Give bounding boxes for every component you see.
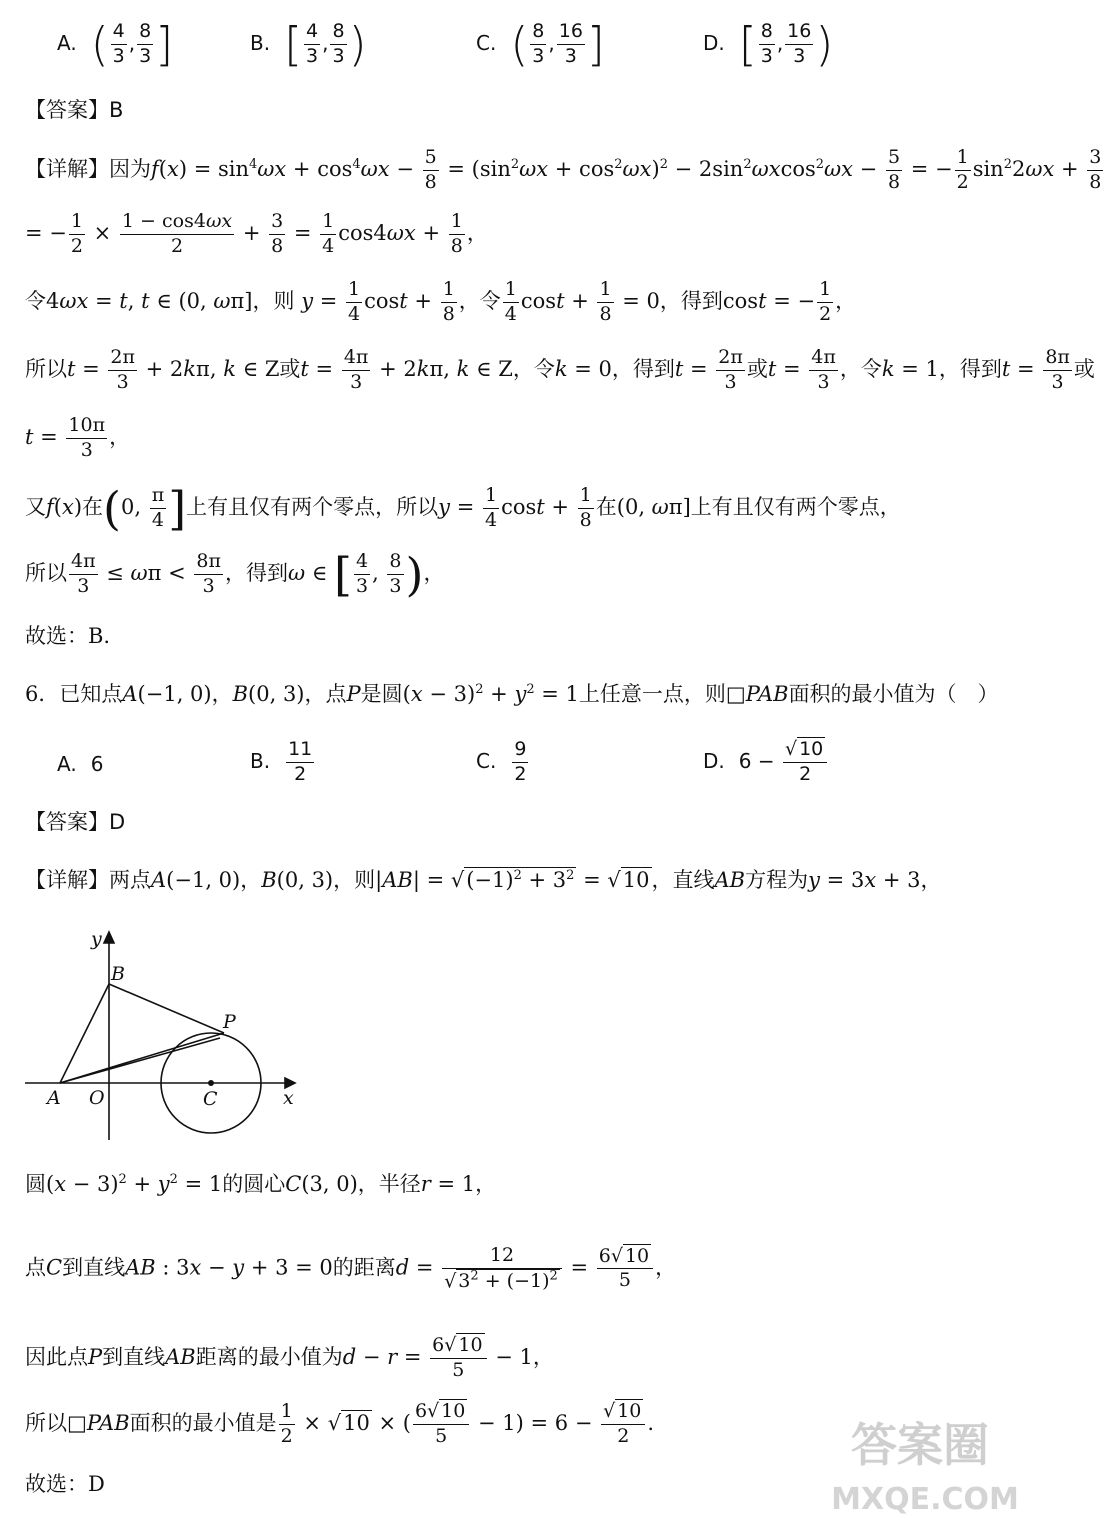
option-c: C. ( $\frac{8}{3}$ , $\frac{16}{3}$ ] — [476, 17, 605, 72]
option-d: D. 6 − $\frac{√ 10}{2}$ — [703, 738, 829, 787]
text: ，令 — [512, 356, 555, 381]
text: ，则 — [252, 288, 295, 313]
option-b: B. $\frac{11}{2}$ — [250, 738, 313, 785]
text: 两点 — [109, 868, 151, 892]
watermark-logo — [800, 1411, 1050, 1521]
text: ，得到 — [611, 356, 675, 381]
question-number: 6． — [25, 682, 60, 706]
text: 所以 — [25, 560, 67, 585]
option-label: A. — [57, 752, 77, 776]
text: 因为 — [109, 156, 151, 181]
label-a: A — [47, 1087, 61, 1109]
option-label: B. — [250, 748, 271, 773]
option-c: C. $\frac{9}{2}$ — [476, 738, 527, 785]
q6-min-line: 因此点P到直线AB距离的最小值为d − r = $\frac{6√ 10}{5}$ − 1， — [25, 1334, 554, 1381]
option-value: 6 — [90, 752, 104, 776]
text: 距离的最小值为 — [195, 1344, 343, 1369]
box-glyph: □ — [67, 1410, 87, 1435]
y-axis-arrow — [104, 932, 114, 943]
text: ，令 — [458, 288, 501, 313]
segment-ab — [60, 984, 109, 1083]
option-d: D. [ $\frac{8}{3}$ , $\frac{16}{3}$ ) — [703, 17, 834, 72]
watermark-line2: MXQE.COM — [831, 1482, 1019, 1517]
text: 的距离 — [332, 1255, 396, 1280]
text: 或 — [279, 356, 301, 381]
text: 在 — [595, 494, 617, 519]
text: ，得到 — [224, 560, 288, 585]
text: 上有且仅有两个零点， — [690, 494, 901, 519]
text: 又 — [25, 494, 46, 519]
text: 所以 — [25, 356, 67, 381]
text: 到直线 — [62, 1255, 126, 1280]
text: 的圆心 — [222, 1172, 286, 1196]
label-c: C — [203, 1088, 218, 1110]
detail-line-5: t = $\frac{10\pi}{3}$ ， — [25, 414, 131, 461]
segment-bp — [109, 984, 224, 1033]
answer-tag: 【答案】 — [25, 810, 109, 834]
option-label: C. — [476, 748, 497, 773]
text: 令 — [25, 288, 46, 313]
text: ，直线 — [651, 868, 715, 892]
detail-line-1: 【详解】因为$f(x) = \sin^4\omega x + \cos^4\omega x$ − $\frac{5}{8}$ = $(\sin^2\omega x + \cos^2\omega x)^2 - 2\sin^2\omega xcos^2\omega x$ − $\frac{5}{8}$ = − $\frac{1}{2}$ $\sin^22\omega x$ + $\frac{3}{8}$ — [25, 146, 1102, 193]
text: 在 — [82, 494, 104, 519]
text: 或 — [1073, 356, 1095, 381]
answer-line — [25, 98, 123, 123]
choose-line: 故选：B. — [25, 624, 111, 648]
question-6-stem: 6．已知点A(−1, 0)，B(0, 3)，点P是圆$(x - 3)^2 + y^2 = 1$上任意一点，则□PAB面积的最小值为（ ） — [25, 682, 999, 706]
q6-circle-line: 圆$(x - 3)^2 + y^2 = 1$的圆心C(3, 0)，半径r = 1， — [25, 1172, 497, 1196]
geometry-figure — [25, 928, 315, 1143]
option-a: A. ( $\frac{4}{3}$ , $\frac{8}{3}$ ] — [57, 17, 174, 72]
text: 是圆 — [360, 682, 403, 706]
label-p: P — [223, 1011, 236, 1033]
detail-tag: 【详解】 — [25, 156, 109, 181]
label-o: O — [89, 1087, 105, 1109]
text: 面积的最小值为（ ） — [788, 682, 999, 706]
option-a — [57, 752, 103, 776]
text: 或 — [746, 356, 768, 381]
text: 因此点 — [25, 1344, 88, 1369]
text: 已知点 — [59, 682, 123, 706]
answer-value: D — [109, 810, 126, 834]
center-point — [208, 1080, 214, 1086]
text: 圆 — [25, 1172, 46, 1196]
option-label: B. — [250, 30, 271, 55]
detail-line-3: 令4ωx = t, t ∈ (0, ωπ]，则 y = $\frac{1}{4}$ cost + $\frac{1}{8}$ ，令 $\frac{1}{4}$ cost + $\frac{1}{8}$ = 0，得到cost = − $\frac{1}{2}$ ， — [25, 278, 857, 325]
option-label: C. — [476, 30, 497, 55]
option-label: A. — [57, 30, 77, 55]
option-label: D. — [703, 30, 725, 55]
detail-line-6: 又f(x)在(0, $\frac{\pi}{4}$ ]上有且仅有两个零点，所以y = $\frac{1}{4}$ cost + $\frac{1}{8}$ 在(0, ωπ]上有且仅有两个零点， — [25, 481, 901, 536]
text: 上任意一点，则 — [578, 682, 726, 706]
box-glyph: □ — [725, 682, 746, 706]
choose-line: 故选：D — [25, 1472, 105, 1496]
text: ，点 — [304, 682, 347, 706]
text: ，则 — [333, 868, 376, 892]
text: 所以 — [25, 1410, 67, 1435]
text: 方程为 — [745, 868, 809, 892]
segment-ap-inner — [60, 1038, 220, 1083]
text: 到直线 — [102, 1344, 166, 1369]
text: ，半径 — [357, 1172, 421, 1196]
text: 点 — [25, 1255, 46, 1280]
text: 面积的最小值是 — [129, 1410, 277, 1435]
text: 上有且仅有两个零点，所以 — [186, 494, 439, 519]
detail-line-4: 所以t = $\frac{2\pi}{3}$ + 2kπ, k ∈ Z或t = $\frac{4\pi}{3}$ + 2kπ, k ∈ Z，令k = 0，得到t = $\frac{2\pi}{3}$ 或t = $\frac{4\pi}{3}$ ，令k = 1，得到t = $\frac{8\pi}{3}$ 或 — [25, 346, 1095, 393]
option-b: B. [ $\frac{4}{3}$ , $\frac{8}{3}$ ) — [250, 17, 367, 72]
option-label: D. — [703, 748, 725, 773]
text: ，令 — [839, 356, 882, 381]
label-b: B — [111, 963, 125, 985]
detail-line-2: = − $\frac{1}{2}$ × $\frac{1 - \cos 4\omega x}{2}$ + $\frac{3}{8}$ = $\frac{1}{4}$ cos4ωx + $\frac{1}{8}$ ， — [25, 210, 488, 257]
q6-detail-line-1: 【详解】两点A(−1, 0)，B(0, 3)，则$|AB| = √(-1)^2 + 3^2 = √10$，直线AB方程为y = 3x + 3， — [25, 868, 942, 892]
answer-tag: 【答案】 — [25, 98, 109, 122]
answer-value: B — [109, 98, 124, 122]
q6-area-line: 所以□PAB面积的最小值是 $\frac{1}{2}$ × √10 × ( $\frac{6√ 10}{5}$ − 1) = 6 − $\frac{√ 10}{2}$ . — [25, 1400, 655, 1447]
detail-line-7: 所以 $\frac{4\pi}{3}$ ≤ ωπ < $\frac{8\pi}{3}$ ，得到ω ∈ [ $\frac{4}{3}$ , $\frac{8}{3}$ )， — [25, 547, 445, 602]
answer-line — [25, 810, 125, 835]
label-y: y — [91, 928, 102, 950]
q6-distance-line: 点C到直线AB : 3x − y + 3 = 0的距离d = $\frac{12}{√ 3^2 + (-1)^2}$ = $\frac{6√ 10}{5}$ ， — [25, 1244, 677, 1293]
watermark-line1: 答案圈 — [851, 1418, 989, 1472]
text: ，得到 — [659, 288, 723, 313]
text: ，得到 — [938, 356, 1002, 381]
detail-tag: 【详解】 — [25, 868, 109, 892]
label-x: x — [283, 1087, 294, 1109]
